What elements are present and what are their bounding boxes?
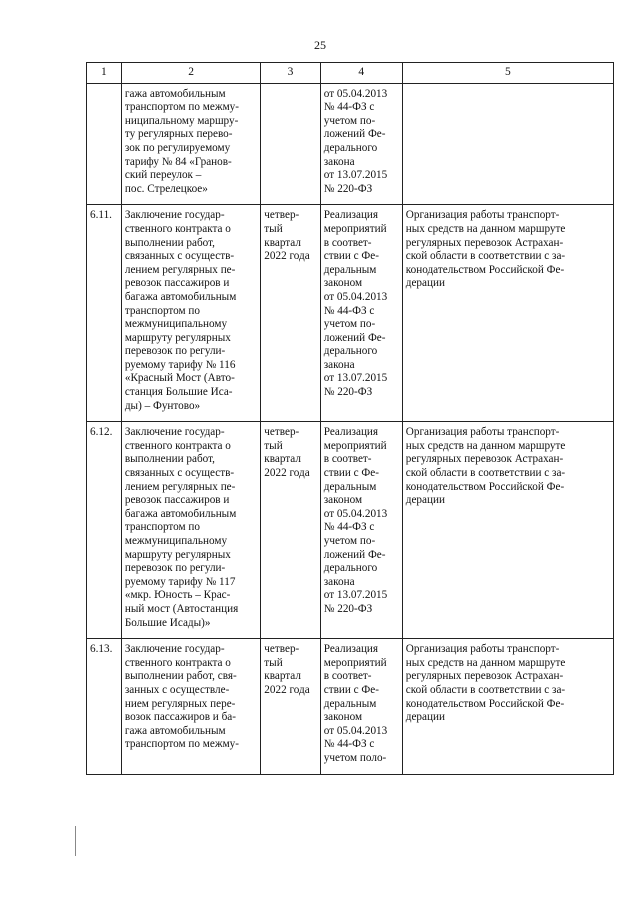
- cell-line: № 44-ФЗ с: [323, 304, 375, 317]
- cell-line: Большие Исады)»: [124, 616, 211, 629]
- cell-line: багажа автомобильным: [124, 290, 237, 303]
- cell-line: «мкр. Юность – Крас-: [124, 589, 231, 602]
- cell-line: лением регулярных пе-: [124, 480, 236, 493]
- cell-line: ных средств на данном маршруте: [405, 656, 566, 669]
- cell-line: возок пассажиров и ба-: [124, 711, 236, 724]
- cell-line: выполнении работ,: [124, 453, 215, 466]
- cell-line: регулярных перевозок Астрахан-: [405, 453, 564, 466]
- row-number: [87, 83, 122, 205]
- cell-line: законом: [323, 277, 363, 290]
- cell-line: тый: [264, 439, 283, 452]
- cell-line: лением регулярных пе-: [124, 263, 236, 276]
- header-col-2: 2: [121, 63, 260, 84]
- cell-line: гажа автомобильным: [124, 87, 226, 100]
- cell-line: ниципальному маршру-: [124, 114, 239, 127]
- cell-line: 2022 года: [264, 683, 310, 696]
- cell-line: дерального: [323, 141, 378, 154]
- header-col-3: 3: [261, 63, 320, 84]
- cell-line: багажа автомобильным: [124, 507, 237, 520]
- measure-cell: [121, 83, 260, 205]
- cell-line: конодательством Российской Фе-: [405, 697, 565, 710]
- cell-line: законом: [323, 711, 363, 724]
- basis-cell: [320, 422, 402, 639]
- basis-cell: [320, 639, 402, 774]
- measure-cell: [121, 205, 260, 422]
- cell-line: руемому тарифу № 117: [124, 575, 236, 588]
- cell-line: Реализация: [323, 209, 379, 222]
- result-cell: [402, 422, 613, 639]
- cell-line: ложений Фе-: [323, 331, 386, 344]
- cell-line: учетом по-: [323, 114, 376, 127]
- cell-line: Реализация: [323, 426, 379, 439]
- cell-line: связанных с осуществ-: [124, 467, 235, 480]
- cell-line: ревозок пассажиров и: [124, 277, 230, 290]
- deadline-cell: [261, 639, 320, 774]
- cell-line: Заключение государ-: [124, 209, 225, 222]
- cell-line: дерации: [405, 277, 445, 290]
- cell-line: ствии с Фе-: [323, 250, 379, 263]
- cell-line: ской области в соответствии с за-: [405, 683, 566, 696]
- cell-line: деральным: [323, 263, 377, 276]
- cell-line: учетом по-: [323, 535, 376, 547]
- cell-line: зок по регулируемому: [124, 141, 231, 154]
- cell-line: четвер-: [264, 643, 300, 656]
- cell-line: деральным: [323, 697, 377, 710]
- cell-line: № 44-ФЗ с: [323, 521, 375, 534]
- result-cell: [402, 205, 613, 422]
- cell-line: 2022 года: [264, 250, 310, 263]
- cell-line: ственного контракта о: [124, 222, 231, 235]
- measure-cell: [121, 639, 260, 774]
- deadline-cell: [261, 205, 320, 422]
- cell-line: ту регулярных перево-: [124, 128, 233, 141]
- measure-cell: [121, 422, 260, 639]
- cell-line: Заключение государ-: [124, 643, 225, 656]
- cell-line: тарифу № 84 «Гранов-: [124, 155, 232, 168]
- cell-line: руемому тарифу № 116: [124, 358, 236, 371]
- cell-line: законом: [323, 494, 363, 507]
- cell-line: № 220-ФЗ: [323, 386, 373, 399]
- cell-line: ложений Фе-: [323, 128, 386, 141]
- cell-line: от 05.04.2013: [323, 724, 388, 737]
- cell-line: ственного контракта о: [124, 656, 231, 669]
- cell-line: в соответ-: [323, 453, 372, 466]
- cell-line: Заключение государ-: [124, 426, 225, 439]
- cell-line: перевозок по регули-: [124, 345, 226, 358]
- cell-line: транспортом по межму-: [124, 738, 239, 751]
- row-number: 6.11.: [87, 205, 122, 422]
- cell-line: ревозок пассажиров и: [124, 494, 230, 507]
- table-row: [87, 83, 614, 205]
- cell-line: от 13.07.2015: [323, 169, 388, 182]
- cell-line: ных средств на данном маршруте: [405, 222, 566, 235]
- deadline-cell: [261, 422, 320, 639]
- cell-line: ствии с Фе-: [323, 683, 379, 696]
- table-header-row: [87, 63, 614, 84]
- cell-line: Реализация: [323, 643, 379, 656]
- cell-line: межмуниципальному: [124, 318, 228, 331]
- cell-line: Организация работы транспорт-: [405, 643, 560, 656]
- cell-line: регулярных перевозок Астрахан-: [405, 236, 564, 249]
- cell-line: дерации: [405, 494, 445, 507]
- margin-mark: [75, 826, 76, 856]
- cell-line: от 13.07.2015: [323, 372, 388, 385]
- cell-line: ных средств на данном маршруте: [405, 439, 566, 452]
- cell-line: квартал: [264, 670, 301, 683]
- cell-line: четвер-: [264, 209, 300, 222]
- cell-line: в соответ-: [323, 236, 372, 249]
- cell-line: «Красный Мост (Авто-: [124, 372, 235, 385]
- cell-line: станция Большие Иса-: [124, 386, 233, 399]
- plan-table: [86, 62, 614, 775]
- cell-line: закона: [323, 575, 355, 588]
- cell-line: учетом по-: [323, 318, 376, 331]
- cell-line: конодательством Российской Фе-: [405, 263, 565, 276]
- basis-cell: [320, 83, 402, 205]
- cell-line: № 220-ФЗ: [323, 182, 373, 195]
- cell-line: ственного контракта о: [124, 439, 231, 452]
- cell-line: тый: [264, 222, 283, 235]
- cell-line: от 05.04.2013: [323, 290, 388, 303]
- cell-line: в соответ-: [323, 670, 372, 683]
- result-cell: [402, 639, 613, 774]
- cell-line: 2022 года: [264, 467, 310, 480]
- cell-line: нием регулярных пере-: [124, 697, 236, 710]
- cell-line: дерального: [323, 345, 378, 358]
- header-col-5: 5: [402, 63, 613, 84]
- cell-line: деральным: [323, 480, 377, 493]
- cell-line: мероприятий: [323, 222, 387, 235]
- cell-line: ный мост (Автостанция: [124, 602, 239, 615]
- table-row: [87, 422, 614, 639]
- cell-line: ский переулок –: [124, 169, 202, 182]
- cell-line: Организация работы транспорт-: [405, 209, 560, 222]
- cell-line: выполнении работ, свя-: [124, 670, 237, 683]
- cell-line: конодательством Российской Фе-: [405, 480, 565, 493]
- cell-line: закона: [323, 155, 355, 168]
- cell-line: квартал: [264, 453, 301, 466]
- row-number: 6.13.: [87, 639, 122, 774]
- cell-line: № 44-ФЗ с: [323, 738, 375, 751]
- header-col-1: 1: [87, 63, 122, 84]
- cell-line: регулярных перевозок Астрахан-: [405, 670, 564, 683]
- cell-line: закона: [323, 358, 355, 371]
- cell-line: перевозок по регули-: [124, 562, 226, 575]
- basis-cell: [320, 205, 402, 422]
- cell-line: ской области в соответствии с за-: [405, 467, 566, 480]
- cell-line: ской области в соответствии с за-: [405, 250, 566, 263]
- cell-line: выполнении работ,: [124, 236, 215, 249]
- cell-line: транспортом по: [124, 304, 201, 317]
- cell-line: мероприятий: [323, 439, 387, 452]
- cell-line: пос. Стрелецкое»: [124, 182, 208, 195]
- cell-line: № 220-ФЗ: [323, 602, 373, 615]
- cell-line: ложений Фе-: [323, 548, 386, 561]
- cell-line: учетом поло-: [323, 751, 387, 764]
- cell-line: ды) – Фунтово»: [124, 399, 201, 412]
- cell-line: квартал: [264, 236, 301, 249]
- cell-line: гажа автомобильным: [124, 724, 226, 737]
- cell-line: транспортом по: [124, 521, 201, 534]
- cell-line: № 44-ФЗ с: [323, 101, 375, 114]
- cell-line: ствии с Фе-: [323, 467, 379, 480]
- cell-line: межмуниципальному: [124, 535, 228, 547]
- row-number: 6.12.: [87, 422, 122, 639]
- cell-line: тый: [264, 656, 283, 669]
- cell-line: занных с осуществле-: [124, 683, 230, 696]
- cell-line: от 05.04.2013: [323, 87, 388, 100]
- cell-line: маршруту регулярных: [124, 331, 231, 344]
- cell-line: транспортом по межму-: [124, 101, 239, 114]
- cell-line: от 05.04.2013: [323, 507, 388, 520]
- header-col-4: 4: [320, 63, 402, 84]
- deadline-cell: [261, 83, 320, 205]
- cell-line: четвер-: [264, 426, 300, 439]
- table-row: [87, 205, 614, 422]
- cell-line: дерации: [405, 711, 445, 724]
- cell-line: от 13.07.2015: [323, 589, 388, 602]
- cell-line: мероприятий: [323, 656, 387, 669]
- result-cell: [402, 83, 613, 205]
- cell-line: связанных с осуществ-: [124, 250, 235, 263]
- cell-line: маршруту регулярных: [124, 548, 231, 561]
- table-row: [87, 639, 614, 774]
- page-number: 25: [314, 38, 326, 52]
- cell-line: Организация работы транспорт-: [405, 426, 560, 439]
- cell-line: дерального: [323, 562, 378, 575]
